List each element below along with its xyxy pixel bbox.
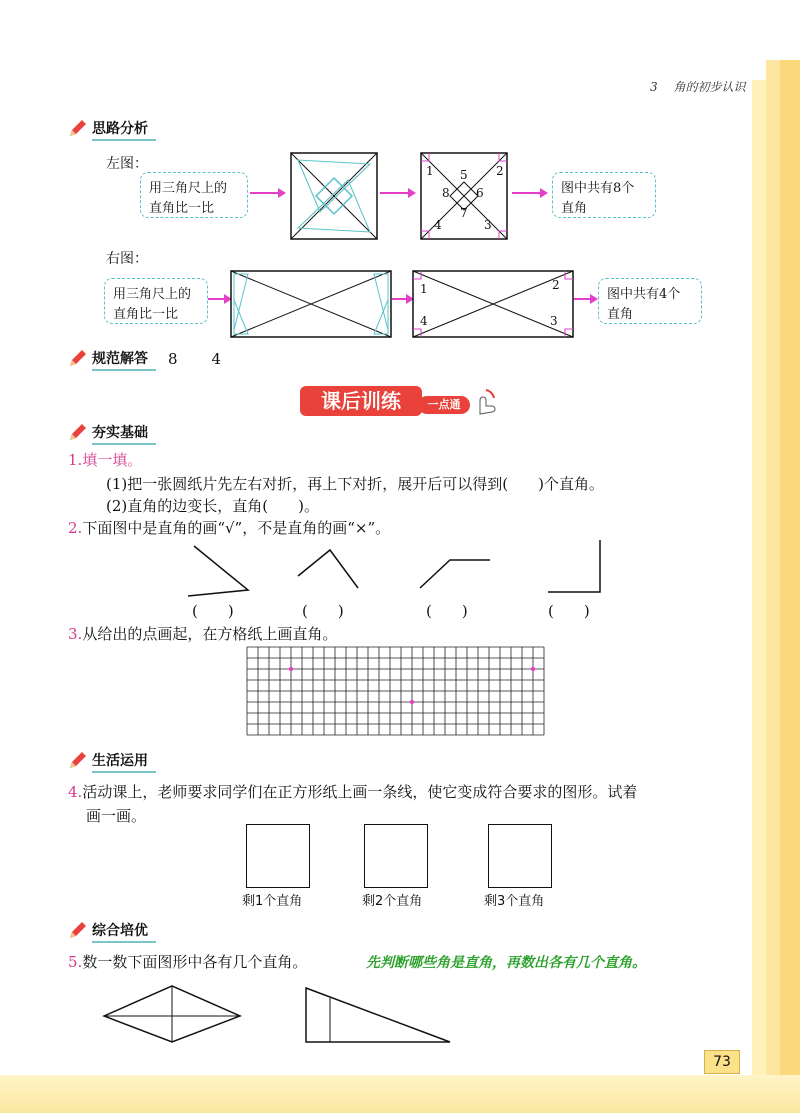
pencil-icon xyxy=(66,348,88,370)
arrow-icon xyxy=(512,186,548,200)
question-text-cont: 画一画。 xyxy=(86,807,147,825)
right-result-box: 图中共有4个直角 xyxy=(598,278,702,324)
question-5 xyxy=(68,950,307,974)
right-angle-labels xyxy=(412,270,574,338)
answer-paren[interactable]: ( ) xyxy=(548,602,590,620)
angle-number: 8 xyxy=(442,186,450,200)
exercise-banner xyxy=(300,384,500,420)
section-title: 思路分析 xyxy=(92,118,156,141)
question-number: 1. xyxy=(68,451,83,469)
start-point xyxy=(410,700,414,704)
page-edge-tabs xyxy=(752,60,800,1113)
angle-number: 1 xyxy=(420,282,428,296)
question-number: 4. xyxy=(68,783,83,801)
section-title: 规范解答 xyxy=(92,348,156,371)
angle-number: 4 xyxy=(420,314,428,328)
question-1 xyxy=(68,448,142,472)
chapter-title: 角的初步认识 xyxy=(673,80,746,94)
square-caption: 剩2个直角 xyxy=(362,894,423,909)
page-number: 73 xyxy=(704,1050,740,1074)
arrow-icon xyxy=(250,186,286,200)
right-figure-label: 右图： xyxy=(106,251,148,267)
question-1-1: (1)把一张圆纸片先左右对折，再上下对折，展开后可以得到( )个直角。 xyxy=(106,475,604,493)
section-analysis xyxy=(66,118,156,140)
start-point xyxy=(531,667,535,671)
arrow-icon xyxy=(574,292,598,306)
left-result-box: 图中共有8个直角 xyxy=(552,172,656,218)
banner-subtitle: 一点通 xyxy=(418,396,470,414)
question-3 xyxy=(68,622,337,646)
angle-number: 2 xyxy=(552,278,560,292)
answer-paren[interactable]: ( ) xyxy=(426,602,468,620)
right-figure-traced xyxy=(230,270,392,338)
hand-click-icon xyxy=(472,388,496,416)
pencil-icon xyxy=(66,422,88,444)
angle-number: 5 xyxy=(460,168,468,182)
left-angle-labels xyxy=(420,152,508,240)
angle-number: 2 xyxy=(496,164,504,178)
question-number: 3. xyxy=(68,625,83,643)
grid-paper[interactable] xyxy=(246,646,552,738)
angle-number: 6 xyxy=(476,186,484,200)
section-title: 夯实基础 xyxy=(92,422,156,445)
answer-paren[interactable]: ( ) xyxy=(192,602,234,620)
section-title: 生活运用 xyxy=(92,750,156,773)
question-number: 2. xyxy=(68,519,83,537)
square-caption: 剩1个直角 xyxy=(242,894,303,909)
start-point xyxy=(289,667,293,671)
banner-title: 课后训练 xyxy=(300,386,422,416)
square-caption: 剩3个直角 xyxy=(484,894,545,909)
question-1-2: (2)直角的边变长，直角( )。 xyxy=(106,497,319,515)
angle-figures xyxy=(180,538,620,600)
section-comprehensive xyxy=(66,920,156,942)
hint-text: 先判断哪些角是直角，再数出各有几个直角。 xyxy=(366,955,646,971)
answer-value: 4 xyxy=(211,350,222,368)
question-text: 活动课上，老师要求同学们在正方形纸上画一条线，使它变成符合要求的图形。试着 xyxy=(82,783,638,801)
angle-number: 3 xyxy=(550,314,558,328)
answer-paren[interactable]: ( ) xyxy=(302,602,344,620)
left-figure-label: 左图： xyxy=(106,156,148,172)
square-paper[interactable] xyxy=(364,824,428,888)
angle-number: 7 xyxy=(460,206,468,220)
arrow-icon xyxy=(380,186,416,200)
chapter-number: 3 xyxy=(650,80,658,94)
section-basic xyxy=(66,422,156,444)
square-paper[interactable] xyxy=(488,824,552,888)
pencil-icon xyxy=(66,920,88,942)
section-life xyxy=(66,750,156,772)
left-figure-traced xyxy=(290,152,378,240)
square-paper[interactable] xyxy=(246,824,310,888)
pencil-icon xyxy=(66,118,88,140)
question-4 xyxy=(68,780,728,804)
pencil-icon xyxy=(66,750,88,772)
question-text: 数一数下面图形中各有几个直角。 xyxy=(82,953,308,971)
arrow-icon xyxy=(392,292,414,306)
question-2 xyxy=(68,516,390,540)
arrow-icon xyxy=(208,292,232,306)
angle-number: 1 xyxy=(426,164,434,178)
right-method-box: 用三角尺上的直角比一比 xyxy=(104,278,208,324)
angle-number: 4 xyxy=(434,218,442,232)
section-title: 综合培优 xyxy=(92,920,156,943)
angle-number: 3 xyxy=(484,218,492,232)
left-method-box: 用三角尺上的直角比一比 xyxy=(140,172,248,218)
chapter-header xyxy=(650,78,745,95)
section-answer xyxy=(66,348,221,370)
question-text: 下面图中是直角的画“√”，不是直角的画“×”。 xyxy=(82,519,391,537)
question-number: 5. xyxy=(68,953,83,971)
counting-figures xyxy=(100,980,500,1046)
question-text: 从给出的点画起，在方格纸上画直角。 xyxy=(82,625,338,643)
page-bottom-band xyxy=(0,1075,800,1113)
question-title: 填一填。 xyxy=(82,451,143,469)
answer-value: 8 xyxy=(168,350,178,368)
